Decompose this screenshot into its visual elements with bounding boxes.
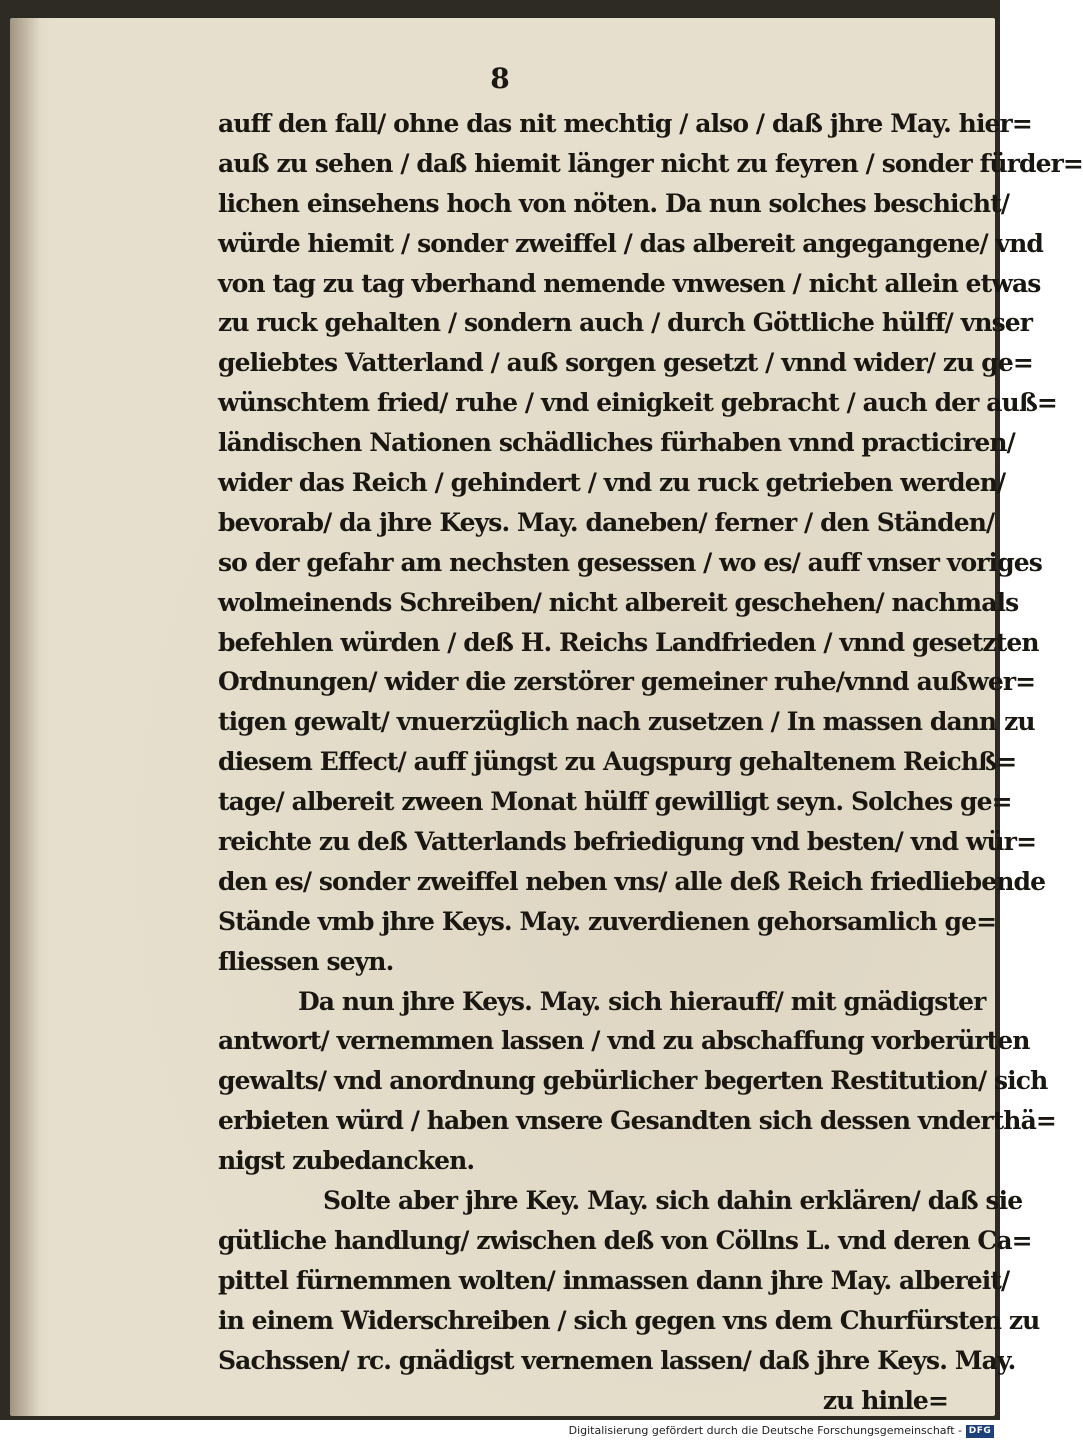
text-line: auß zu sehen / daß hiemit länger nicht zu feyren / sonder fürder= xyxy=(218,148,1083,178)
paragraph-start-line: Solte aber jhre Key. May. sich dahin erklären/ daß sie xyxy=(323,1186,1023,1216)
text-line: erbieten würd / haben vnsere Gesandten sich dessen vnderthä= xyxy=(218,1106,1056,1136)
text-line: Stände vmb jhre Keys. May. zuverdienen gehorsamlich ge= xyxy=(218,906,997,936)
text-line: wider das Reich / gehindert / vnd zu ruck getrieben werden/ xyxy=(218,468,1006,498)
text-line: gewalts/ vnd anordnung gebürlicher begerten Restitution/ sich xyxy=(218,1066,1048,1096)
text-line: reichte zu deß Vatterlands befriedigung vnd besten/ vnd wür= xyxy=(218,827,1037,857)
text-line: diesem Effect/ auff jüngst zu Augspurg gehaltenem Reichß= xyxy=(218,747,1017,777)
text-line: Ordnungen/ wider die zerstörer gemeiner ruhe/vnnd außwer= xyxy=(218,667,1036,697)
text-line: Sachssen/ rc. gnädigst vernemen lassen/ daß jhre Keys. May. xyxy=(218,1345,1016,1375)
page-number: 8 xyxy=(490,62,510,95)
page-text-block xyxy=(218,104,1083,1420)
text-line: in einem Widerschreiben / sich gegen vns dem Churfürsten zu xyxy=(218,1305,1040,1335)
text-line: wünschtem fried/ ruhe / vnd einigkeit gebracht / auch der auß= xyxy=(218,388,1057,418)
text-line: ländischen Nationen schädliches fürhaben vnnd practiciren/ xyxy=(218,428,1015,458)
text-line: befehlen würden / deß H. Reichs Landfrieden / vnnd gesetzten xyxy=(218,627,1039,657)
text-line: gütliche handlung/ zwischen deß von Cöllns L. vnd deren Ca= xyxy=(218,1225,1032,1255)
text-line: zu ruck gehalten / sondern auch / durch Göttliche hülff/ vnser xyxy=(218,308,1033,338)
text-line: lichen einsehens hoch von nöten. Da nun solches beschicht/ xyxy=(218,188,1010,218)
footer-bar xyxy=(0,1422,1000,1442)
text-line: wolmeinends Schreiben/ nicht albereit geschehen/ nachmals xyxy=(218,587,1019,617)
text-line: fliessen seyn. xyxy=(218,946,394,976)
page-gutter-shadow xyxy=(10,18,40,1416)
text-line: antwort/ vernemmen lassen / vnd zu abschaffung vorberürten xyxy=(218,1026,1030,1056)
text-line: tigen gewalt/ vnuerzüglich nach zusetzen / In massen dann zu xyxy=(218,707,1035,737)
text-line: so der gefahr am nechsten gesessen / wo es/ auff vnser voriges xyxy=(218,547,1042,577)
text-line: bevorab/ da jhre Keys. May. daneben/ ferner / den Ständen/ xyxy=(218,507,995,537)
catchword: zu hinle= xyxy=(822,1385,948,1415)
text-line: pittel fürnemmen wolten/ inmassen dann jhre May. albereit/ xyxy=(218,1265,1010,1295)
text-line: geliebtes Vatterland / auß sorgen gesetzt / vnnd wider/ zu ge= xyxy=(218,348,1033,378)
text-line: nigst zubedancken. xyxy=(218,1146,475,1176)
paragraph-start-line: Da nun jhre Keys. May. sich hierauff/ mit gnädigster xyxy=(298,986,986,1016)
funding-notice: Digitalisierung gefördert durch die Deutsche Forschungsgemeinschaft - xyxy=(568,1424,962,1437)
text-line: den es/ sonder zweiffel neben vns/ alle deß Reich friedliebende xyxy=(218,866,1046,896)
text-line: auff den fall/ ohne das nit mechtig / also / daß jhre May. hier= xyxy=(218,109,1032,138)
text-line: von tag zu tag vberhand nemende vnwesen / nicht allein etwas xyxy=(218,268,1041,298)
dfg-logo: DFG xyxy=(966,1425,994,1438)
text-line: würde hiemit / sonder zweiffel / das albereit angegangene/ vnd xyxy=(218,228,1043,258)
text-line: tage/ albereit zween Monat hülff gewilligt seyn. Solches ge= xyxy=(218,787,1012,817)
